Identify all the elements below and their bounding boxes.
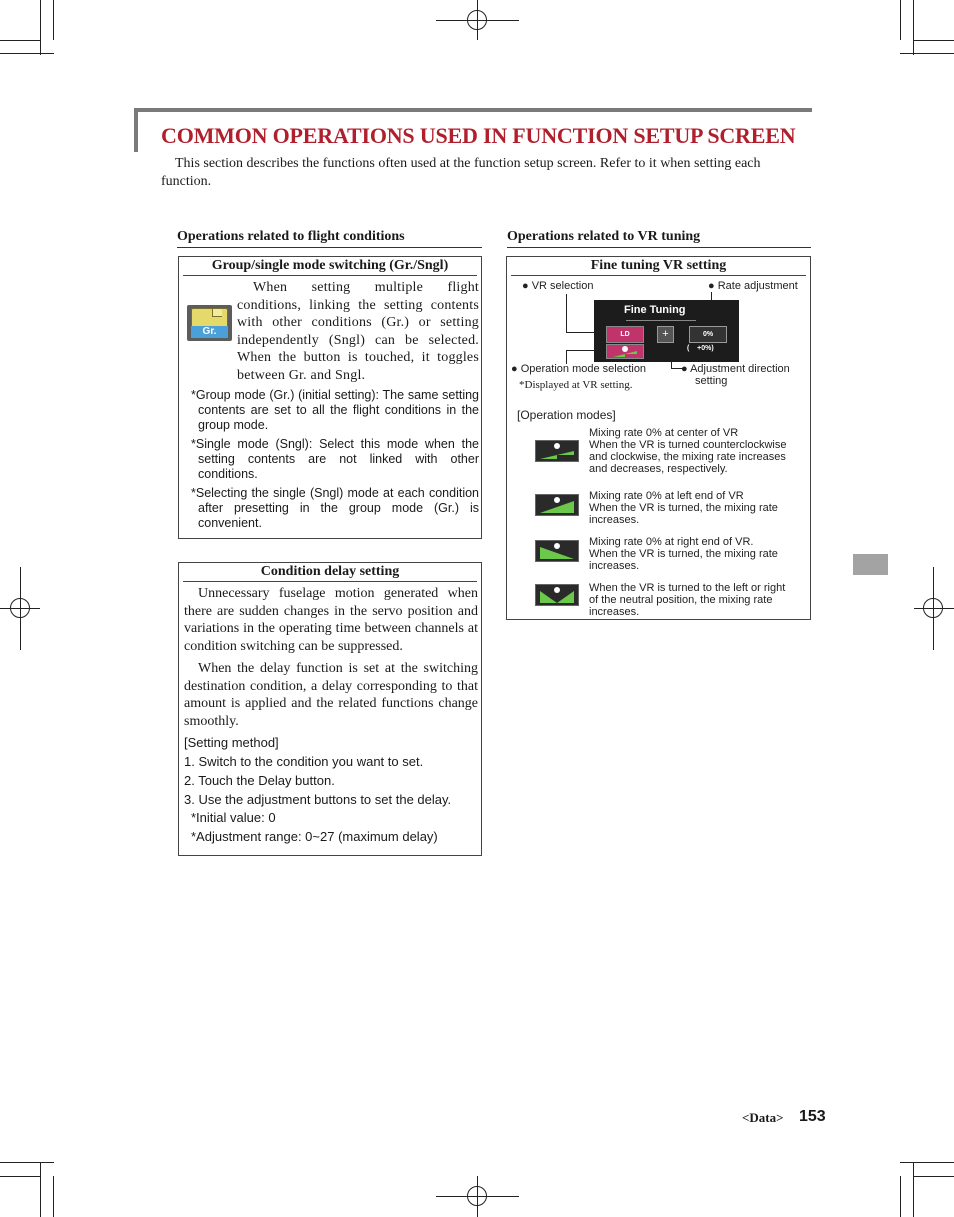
operation-mode-button[interactable] — [606, 344, 644, 359]
rate-adjust-button[interactable]: 0% — [689, 326, 727, 343]
delay-para-2: When the delay function is set at the switching destination condition, a delay corresponding to that amount is applied and the related functions change smoothly. — [184, 661, 478, 729]
fine-tuning-vr-box — [506, 256, 811, 620]
section-heading-flight-conditions: Operations related to flight conditions — [177, 229, 482, 248]
displayed-note: *Displayed at VR setting. — [519, 379, 633, 391]
title-bar-top — [134, 108, 812, 112]
fine-tuning-title: Fine tuning VR setting — [511, 257, 806, 276]
group-mode-title: Group/single mode switching (Gr./Sngl) — [183, 257, 477, 276]
mode-v-text: When the VR is turned to the left or right of the neutral position, the mixing rate increases. — [589, 582, 786, 618]
mode-right-text: Mixing rate 0% at right end of VR. When the VR is turned, the mixing rate increases. — [589, 536, 778, 572]
mode-left-text: Mixing rate 0% at left end of VR When the VR is turned, the mixing rate increases. — [589, 490, 778, 526]
title-bar-left — [134, 108, 138, 152]
delay-step-1: 1. Switch to the condition you want to set. — [184, 754, 424, 769]
delay-step-2: 2. Touch the Delay button. — [184, 773, 335, 788]
rate-current-value: ( +0%) — [687, 345, 714, 352]
vr-select-button[interactable]: LD — [606, 326, 644, 343]
condition-delay-title: Condition delay setting — [183, 563, 477, 582]
callout-operation-mode: ● Operation mode selection — [511, 363, 647, 375]
delay-step-3: 3. Use the adjustment buttons to set the delay. — [184, 792, 452, 807]
mode-right-icon — [535, 540, 579, 562]
mode-center-icon — [535, 440, 579, 462]
page-title: COMMON OPERATIONS USED IN FUNCTION SETUP SCREEN — [161, 123, 796, 148]
callout-adjustment-direction-2: setting — [695, 375, 728, 387]
mode-center-text: Mixing rate 0% at center of VR When the VR is turned counterclockwise and clockwise, the mixing rate increases and decreases, respectively. — [589, 427, 787, 475]
direction-plus-button[interactable]: + — [657, 326, 674, 343]
fine-tuning-screen — [594, 300, 739, 362]
mode-left-icon — [535, 494, 579, 516]
footer-section-tag: <Data> — [742, 1110, 784, 1125]
page-number: 153 — [799, 1108, 826, 1125]
group-mode-text: When setting multiple flight conditions, linking the setting contents with other conditions (Gr.) or setting independently (Sngl) can be selected. When the button is touched, it toggles between Gr. and Sngl. — [237, 280, 479, 383]
mode-center-icon — [607, 345, 643, 358]
delay-initial-value: *Initial value: 0 — [191, 810, 276, 825]
folder-icon — [187, 305, 232, 341]
section-heading-vr-tuning: Operations related to VR tuning — [507, 229, 811, 248]
side-section-tab — [853, 554, 888, 575]
note-convenient: *Selecting the single (Sngl) mode at each condition after presetting in the group mode (Gr.) is convenient. — [191, 486, 479, 530]
delay-adjust-range: *Adjustment range: 0~27 (maximum delay) — [191, 829, 438, 844]
mode-v-icon — [535, 584, 579, 606]
operation-modes-label: [Operation modes] — [517, 408, 616, 422]
group-mode-notes — [191, 388, 479, 531]
callout-rate-adjustment: ● Rate adjustment — [708, 280, 798, 292]
note-single-mode: *Single mode (Sngl): Select this mode when the setting contents are not linked with other conditions. — [191, 437, 479, 481]
delay-para-1: Unnecessary fuselage motion generated when there are sudden changes in the servo position and variations in the operating time between channels at condition switching can be suppressed. — [184, 586, 478, 654]
condition-delay-box — [178, 562, 482, 856]
gr-icon-label: Gr. — [191, 326, 228, 338]
callout-adjustment-direction: ● Adjustment direction — [681, 363, 790, 375]
note-group-mode: *Group mode (Gr.) (initial setting): The same setting contents are set to all the flight conditions in the group mode. — [191, 388, 479, 432]
group-mode-box — [178, 256, 482, 539]
intro-text: This section describes the functions often used at the function setup screen. Refer to it when setting each function. — [161, 156, 761, 189]
setting-method-label: [Setting method] — [184, 735, 279, 750]
callout-vr-selection: ● VR selection — [522, 280, 594, 292]
screen-title: Fine Tuning — [624, 304, 686, 316]
